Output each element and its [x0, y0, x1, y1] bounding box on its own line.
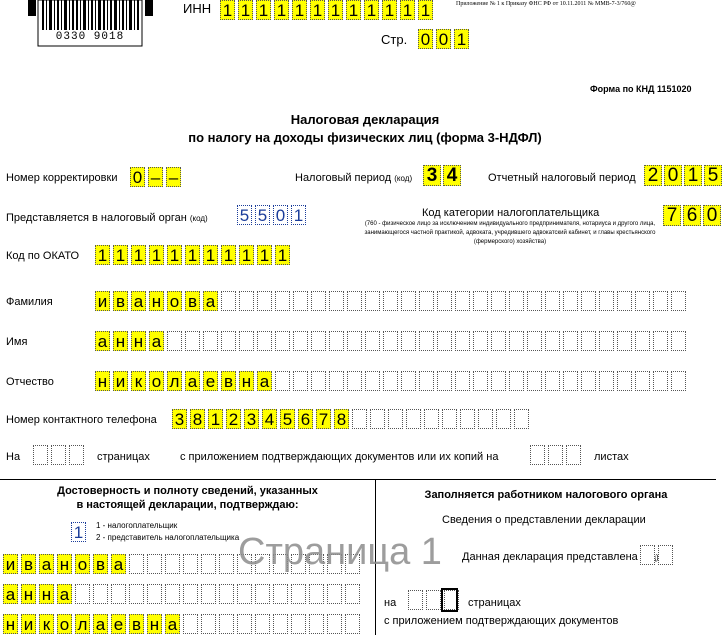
tax-period-text: Налоговый период	[295, 172, 392, 184]
char-cell[interactable]: и	[21, 614, 36, 634]
char-cell[interactable]	[201, 554, 216, 574]
char-cell[interactable]	[167, 331, 182, 351]
char-cell[interactable]: и	[3, 554, 18, 574]
char-cell[interactable]: 6	[683, 205, 701, 226]
char-cell[interactable]: 5	[237, 205, 252, 225]
char-cell[interactable]: а	[57, 584, 72, 604]
char-cell[interactable]	[419, 331, 434, 351]
char-cell[interactable]: о	[57, 614, 72, 634]
char-cell[interactable]	[221, 331, 236, 351]
char-cell[interactable]	[51, 445, 66, 465]
char-cell[interactable]	[545, 331, 560, 351]
char-cell[interactable]: 1	[418, 0, 433, 20]
char-cell[interactable]: 7	[316, 409, 331, 429]
char-cell[interactable]	[473, 291, 488, 311]
char-cell[interactable]	[509, 291, 524, 311]
char-cell[interactable]: к	[131, 371, 146, 391]
char-cell[interactable]	[473, 331, 488, 351]
char-cell[interactable]	[111, 584, 126, 604]
char-cell[interactable]	[147, 554, 162, 574]
char-cell[interactable]: а	[93, 614, 108, 634]
char-cell[interactable]	[365, 291, 380, 311]
char-cell[interactable]: 1	[400, 0, 415, 20]
char-cell[interactable]: а	[131, 291, 146, 311]
char-cell[interactable]	[545, 371, 560, 391]
char-cell[interactable]	[599, 371, 614, 391]
char-cell[interactable]: 1	[257, 245, 272, 265]
char-cell[interactable]: а	[3, 584, 18, 604]
char-cell[interactable]	[237, 614, 252, 634]
char-cell[interactable]: в	[93, 554, 108, 574]
char-cell[interactable]	[185, 331, 200, 351]
confirm-choice-cell[interactable]	[71, 522, 89, 542]
char-cell[interactable]	[203, 331, 218, 351]
char-cell[interactable]	[599, 291, 614, 311]
char-cell[interactable]	[635, 371, 650, 391]
page-title	[120, 111, 610, 147]
char-cell[interactable]: и	[95, 291, 110, 311]
char-cell[interactable]	[365, 331, 380, 351]
char-cell[interactable]: 0	[130, 167, 145, 187]
selected-cell-outline[interactable]	[441, 588, 458, 612]
char-cell[interactable]	[401, 291, 416, 311]
char-cell[interactable]: н	[131, 331, 146, 351]
char-cell[interactable]: н	[95, 371, 110, 391]
char-cell[interactable]: н	[147, 614, 162, 634]
section-divider	[0, 479, 716, 480]
char-cell[interactable]: н	[149, 291, 164, 311]
name-cells[interactable]	[95, 331, 689, 351]
char-cell[interactable]	[548, 445, 563, 465]
char-cell[interactable]	[129, 554, 144, 574]
page-label: Стр.	[381, 32, 408, 47]
surname-cells[interactable]	[95, 291, 689, 311]
presented-label	[462, 551, 659, 563]
char-cell[interactable]	[491, 291, 506, 311]
char-cell[interactable]: 5	[255, 205, 270, 225]
char-cell[interactable]: н	[57, 554, 72, 574]
char-cell[interactable]: н	[239, 371, 254, 391]
char-cell[interactable]	[345, 584, 360, 604]
char-cell[interactable]: 1	[149, 245, 164, 265]
char-cell[interactable]: о	[167, 291, 182, 311]
char-cell[interactable]: а	[149, 331, 164, 351]
char-cell[interactable]: 4	[443, 165, 461, 186]
appendix-note: Приложение № 1 к Приказу ФНС РФ от 10.11.2011 № ММВ-7-3/760@	[456, 1, 636, 7]
char-cell[interactable]	[327, 614, 342, 634]
char-cell[interactable]	[455, 371, 470, 391]
char-cell[interactable]	[275, 291, 290, 311]
char-cell[interactable]: и	[113, 371, 128, 391]
char-cell[interactable]	[455, 291, 470, 311]
tax-organ-text: Представляется в налоговый орган	[6, 212, 187, 224]
char-cell[interactable]: 1	[95, 245, 110, 265]
char-cell[interactable]: л	[75, 614, 90, 634]
name-label: Имя	[6, 336, 28, 348]
char-cell[interactable]	[640, 545, 655, 565]
tax-organ-cells[interactable]	[237, 205, 309, 225]
barcode	[28, 0, 153, 46]
char-cell[interactable]	[327, 584, 342, 604]
char-cell[interactable]	[527, 291, 542, 311]
char-cell[interactable]	[671, 371, 686, 391]
char-cell[interactable]: 1	[684, 165, 702, 186]
char-cell[interactable]	[419, 291, 434, 311]
signer-name-cells[interactable]	[3, 584, 363, 604]
char-cell[interactable]: 1	[328, 0, 343, 20]
char-cell[interactable]: 1	[364, 0, 379, 20]
char-cell[interactable]	[401, 331, 416, 351]
char-cell[interactable]	[617, 291, 632, 311]
char-cell[interactable]: 3	[172, 409, 187, 429]
char-cell[interactable]: 0	[664, 165, 682, 186]
staff-subheading: Сведения о представлении декларации	[442, 514, 646, 526]
char-cell[interactable]	[347, 331, 362, 351]
char-cell[interactable]: 6	[298, 409, 313, 429]
char-cell[interactable]	[527, 331, 542, 351]
char-cell[interactable]: 0	[418, 29, 433, 49]
char-cell[interactable]: 1	[238, 0, 253, 20]
char-cell[interactable]	[33, 445, 48, 465]
char-cell[interactable]: 0	[436, 29, 451, 49]
char-cell[interactable]: н	[3, 614, 18, 634]
char-cell[interactable]: 8	[334, 409, 349, 429]
char-cell[interactable]: 1	[185, 245, 200, 265]
char-cell[interactable]	[424, 409, 439, 429]
okato-label: Код по ОКАТО	[6, 250, 80, 262]
char-cell[interactable]	[496, 409, 511, 429]
char-cell[interactable]	[293, 291, 308, 311]
char-cell[interactable]: 1	[221, 245, 236, 265]
char-cell[interactable]	[329, 371, 344, 391]
char-cell[interactable]	[530, 445, 545, 465]
char-cell[interactable]	[383, 371, 398, 391]
char-cell[interactable]: к	[39, 614, 54, 634]
char-cell[interactable]	[671, 331, 686, 351]
char-cell[interactable]	[437, 331, 452, 351]
char-cell[interactable]: 1	[208, 409, 223, 429]
char-cell[interactable]	[93, 584, 108, 604]
pages-on-label: На	[6, 451, 21, 463]
char-cell[interactable]: 1	[256, 0, 271, 20]
char-cell[interactable]	[329, 331, 344, 351]
char-cell[interactable]	[473, 371, 488, 391]
pages-cells[interactable]	[33, 445, 87, 465]
char-cell[interactable]	[293, 371, 308, 391]
char-cell[interactable]	[309, 584, 324, 604]
page-watermark: Страница 1	[238, 531, 442, 573]
char-cell[interactable]: 2	[226, 409, 241, 429]
char-cell[interactable]: 3	[423, 165, 441, 186]
char-cell[interactable]: 2	[644, 165, 662, 186]
category-note: (760 - физическое лицо за исключением индивидуального предпринимателя, нотариуса и другого лица, занимающегося частной практикой, адвоката, учредившего адвокатский кабинет, и главы крестьянского (фермерского) хозяйства)	[364, 221, 656, 245]
presented-text: Данная декларация представлена	[462, 551, 638, 563]
char-cell[interactable]	[653, 291, 668, 311]
char-cell[interactable]: н	[113, 331, 128, 351]
tax-period-cells[interactable]	[423, 165, 463, 186]
char-cell[interactable]	[388, 409, 403, 429]
char-cell[interactable]	[671, 291, 686, 311]
char-cell[interactable]	[581, 291, 596, 311]
okato-cells[interactable]	[95, 245, 293, 265]
char-cell[interactable]	[617, 331, 632, 351]
correction-label: Номер корректировки	[6, 172, 118, 184]
char-cell[interactable]: а	[257, 371, 272, 391]
char-cell[interactable]	[329, 291, 344, 311]
char-cell[interactable]	[239, 291, 254, 311]
pages-label: страницах	[97, 451, 150, 463]
staff-heading: Заполняется работником налогового органа	[424, 489, 668, 501]
confirm-heading-line-1: Достоверность и полноту сведений, указанных	[57, 485, 318, 497]
char-cell[interactable]: в	[113, 291, 128, 311]
char-cell[interactable]	[219, 584, 234, 604]
char-cell[interactable]	[293, 331, 308, 351]
char-cell[interactable]	[239, 331, 254, 351]
tax-organ-code: (код)	[189, 214, 208, 223]
char-cell[interactable]	[370, 409, 385, 429]
char-cell[interactable]	[653, 371, 668, 391]
char-cell[interactable]	[347, 371, 362, 391]
inn-label: ИНН	[183, 1, 212, 16]
char-cell[interactable]: 1	[454, 29, 469, 49]
inn-cells[interactable]	[220, 0, 436, 20]
knd-code: Форма по КНД 1151020	[590, 84, 692, 94]
confirm-heading	[0, 484, 375, 512]
char-cell[interactable]	[201, 584, 216, 604]
char-cell[interactable]	[419, 371, 434, 391]
char-cell[interactable]	[165, 554, 180, 574]
char-cell[interactable]: 0	[273, 205, 288, 225]
sheets-label: листах	[594, 451, 629, 463]
char-cell[interactable]: 8	[190, 409, 205, 429]
char-cell[interactable]	[219, 554, 234, 574]
confirm-option-1: 1 - налогоплательщик	[96, 521, 178, 530]
char-cell[interactable]: 1	[310, 0, 325, 20]
correction-cells[interactable]	[130, 167, 184, 187]
char-cell[interactable]: 4	[262, 409, 277, 429]
char-cell[interactable]	[509, 331, 524, 351]
char-cell[interactable]	[383, 291, 398, 311]
char-cell[interactable]	[75, 584, 90, 604]
char-cell[interactable]	[69, 445, 84, 465]
char-cell[interactable]	[437, 371, 452, 391]
char-cell[interactable]	[352, 409, 367, 429]
char-cell[interactable]: 7	[663, 205, 681, 226]
char-cell[interactable]	[257, 291, 272, 311]
char-cell[interactable]	[257, 331, 272, 351]
char-cell[interactable]	[291, 584, 306, 604]
char-cell[interactable]: 1	[71, 522, 86, 542]
char-cell[interactable]: 1	[203, 245, 218, 265]
char-cell[interactable]	[426, 590, 441, 610]
char-cell[interactable]	[406, 409, 421, 429]
char-cell[interactable]	[563, 291, 578, 311]
category-label: Код категории налогоплательщика	[422, 207, 600, 219]
char-cell[interactable]: а	[39, 554, 54, 574]
char-cell[interactable]: 1	[113, 245, 128, 265]
char-cell[interactable]	[273, 584, 288, 604]
char-cell[interactable]: а	[111, 554, 126, 574]
char-cell[interactable]	[509, 371, 524, 391]
char-cell[interactable]: 1	[346, 0, 361, 20]
tax-period-label	[295, 172, 412, 184]
char-cell[interactable]	[311, 371, 326, 391]
char-cell[interactable]: –	[166, 167, 181, 187]
staff-pages-label: страницах	[468, 597, 521, 609]
char-cell[interactable]	[581, 371, 596, 391]
char-cell[interactable]	[311, 291, 326, 311]
char-cell[interactable]	[566, 445, 581, 465]
char-cell[interactable]	[273, 614, 288, 634]
char-cell[interactable]: 1	[167, 245, 182, 265]
char-cell[interactable]	[237, 584, 252, 604]
char-cell[interactable]: 1	[275, 245, 290, 265]
char-cell[interactable]	[658, 545, 673, 565]
char-cell[interactable]	[383, 331, 398, 351]
char-cell[interactable]	[478, 409, 493, 429]
staff-on-label: на	[384, 597, 397, 609]
char-cell[interactable]: 1	[274, 0, 289, 20]
patronymic-label: Отчество	[6, 376, 54, 388]
title-line-2: по налогу на доходы физических лиц (форма 3-НДФЛ)	[188, 130, 542, 145]
char-cell[interactable]	[129, 584, 144, 604]
confirm-option-2: 2 - представитель налогоплательщика	[96, 533, 240, 542]
char-cell[interactable]: о	[75, 554, 90, 574]
char-cell[interactable]	[635, 291, 650, 311]
char-cell[interactable]: 5	[704, 165, 722, 186]
char-cell[interactable]: в	[21, 554, 36, 574]
char-cell[interactable]	[309, 614, 324, 634]
char-cell[interactable]: е	[111, 614, 126, 634]
char-cell[interactable]	[255, 584, 270, 604]
char-cell[interactable]: 0	[703, 205, 721, 226]
char-cell[interactable]: 1	[291, 205, 306, 225]
tax-organ-label	[6, 212, 208, 224]
surname-label: Фамилия	[6, 296, 53, 308]
char-cell[interactable]: а	[185, 371, 200, 391]
char-cell[interactable]	[563, 331, 578, 351]
char-cell[interactable]	[599, 331, 614, 351]
char-cell[interactable]	[635, 331, 650, 351]
char-cell[interactable]: 3	[244, 409, 259, 429]
char-cell[interactable]	[401, 371, 416, 391]
char-cell[interactable]: в	[185, 291, 200, 311]
char-cell[interactable]	[653, 331, 668, 351]
char-cell[interactable]	[437, 291, 452, 311]
tax-period-code: (код)	[394, 174, 413, 183]
char-cell[interactable]	[291, 614, 306, 634]
char-cell[interactable]	[275, 371, 290, 391]
char-cell[interactable]	[408, 590, 423, 610]
phone-label: Номер контактного телефона	[6, 414, 157, 426]
char-cell[interactable]	[221, 291, 236, 311]
char-cell[interactable]	[442, 409, 457, 429]
char-cell[interactable]	[455, 331, 470, 351]
char-cell[interactable]	[617, 371, 632, 391]
report-year-label: Отчетный налоговый период	[488, 172, 636, 184]
char-cell[interactable]: 1	[292, 0, 307, 20]
char-cell[interactable]: 5	[280, 409, 295, 429]
char-cell[interactable]	[460, 409, 475, 429]
title-line-1: Налоговая декларация	[290, 112, 440, 127]
docs-label: с приложением подтверждающих документов или их копий на	[180, 451, 499, 463]
char-cell[interactable]: 1	[382, 0, 397, 20]
char-cell[interactable]	[219, 614, 234, 634]
char-cell[interactable]: в	[129, 614, 144, 634]
report-year-cells[interactable]	[644, 165, 724, 186]
char-cell[interactable]: 1	[131, 245, 146, 265]
char-cell[interactable]	[183, 614, 198, 634]
char-cell[interactable]	[563, 371, 578, 391]
char-cell[interactable]	[201, 614, 216, 634]
char-cell[interactable]	[491, 371, 506, 391]
barcode-number: 0330 9018	[55, 31, 125, 43]
char-cell[interactable]: а	[95, 331, 110, 351]
char-cell[interactable]: о	[149, 371, 164, 391]
char-cell[interactable]: е	[203, 371, 218, 391]
char-cell[interactable]	[183, 554, 198, 574]
char-cell[interactable]	[183, 584, 198, 604]
char-cell[interactable]: –	[148, 167, 163, 187]
char-cell[interactable]	[581, 331, 596, 351]
char-cell[interactable]	[345, 614, 360, 634]
char-cell[interactable]: л	[167, 371, 182, 391]
char-cell[interactable]	[491, 331, 506, 351]
char-cell[interactable]: в	[221, 371, 236, 391]
char-cell[interactable]: а	[203, 291, 218, 311]
page-cells[interactable]	[418, 29, 472, 49]
char-cell[interactable]: 1	[239, 245, 254, 265]
char-cell[interactable]	[514, 409, 529, 429]
phone-cells[interactable]	[172, 409, 532, 429]
patronymic-cells[interactable]	[95, 371, 689, 391]
char-cell[interactable]	[347, 291, 362, 311]
staff-docs-label: с приложением подтверждающих документов	[384, 615, 619, 627]
char-cell[interactable]	[275, 331, 290, 351]
presented-cells[interactable]	[640, 545, 676, 565]
sheets-cells[interactable]	[530, 445, 584, 465]
char-cell[interactable]	[311, 331, 326, 351]
char-cell[interactable]	[527, 371, 542, 391]
char-cell[interactable]: 1	[220, 0, 235, 20]
char-cell[interactable]	[165, 584, 180, 604]
char-cell[interactable]	[365, 371, 380, 391]
confirm-heading-line-2: в настоящей декларации, подтверждаю:	[76, 499, 299, 511]
char-cell[interactable]	[255, 614, 270, 634]
char-cell[interactable]: н	[39, 584, 54, 604]
char-cell[interactable]	[545, 291, 560, 311]
char-cell[interactable]: н	[21, 584, 36, 604]
char-cell[interactable]	[147, 584, 162, 604]
signer-patronymic-cells[interactable]	[3, 614, 363, 634]
char-cell[interactable]: а	[165, 614, 180, 634]
category-cells[interactable]	[663, 205, 723, 226]
